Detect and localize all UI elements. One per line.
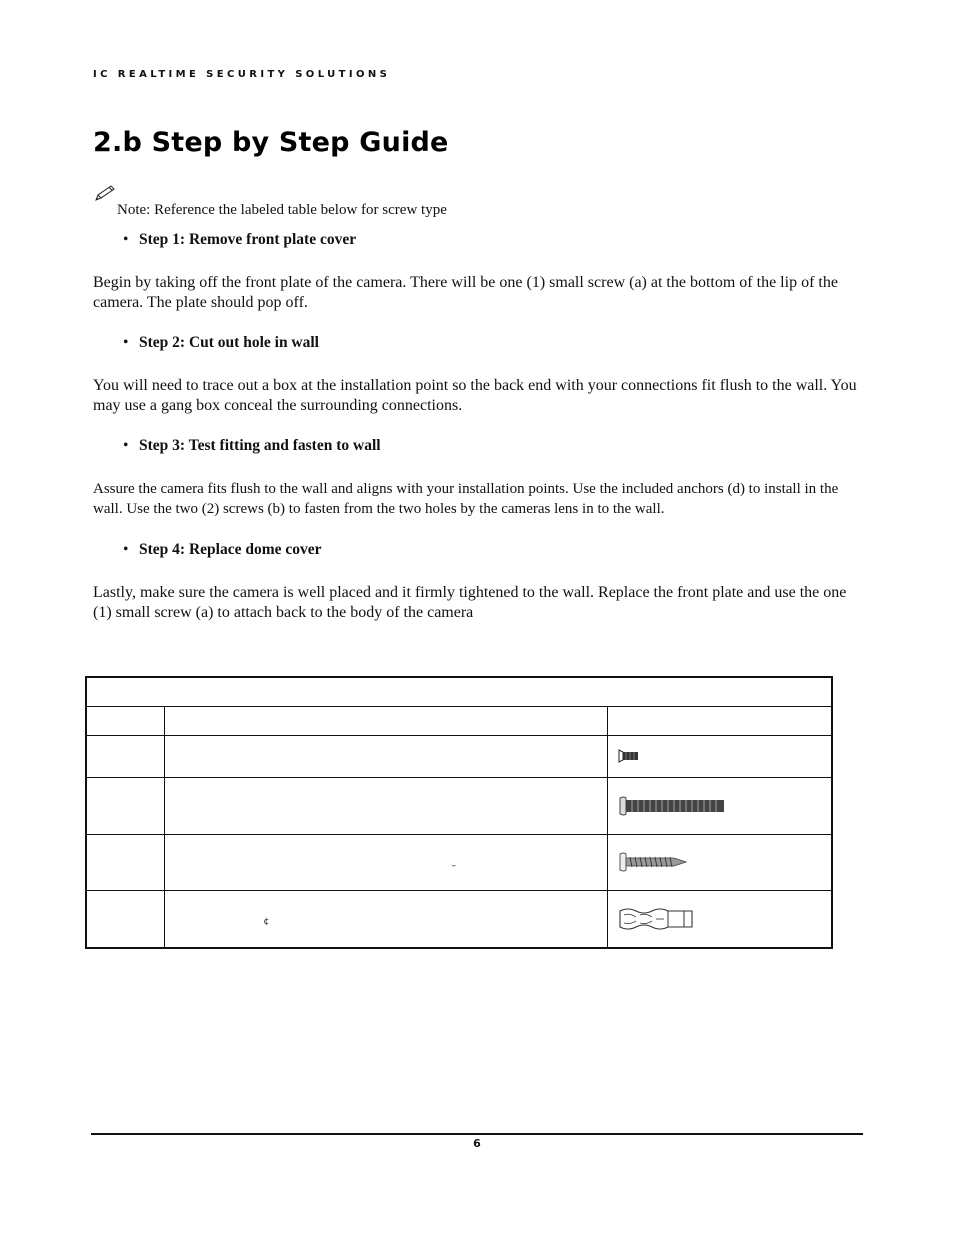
wall-anchor-icon [618, 905, 698, 933]
row-image-cell [607, 890, 832, 948]
table-row [86, 777, 832, 834]
step-3-heading [123, 437, 381, 455]
step-1-heading [123, 231, 356, 249]
step-4-body: Lastly, make sure the camera is well placed and it firmly tightened to the wall. Replace the front plate and use the one (1) small screw (a) to attach back to the body of the camera [93, 584, 847, 621]
row-mark: – [451, 860, 456, 871]
row-description-cell [164, 777, 607, 834]
row-image-cell [607, 834, 832, 890]
table-title-cell [86, 677, 832, 706]
step-1-heading-text: Step 1: Remove front plate cover [139, 231, 357, 248]
bullet-icon: • [123, 334, 129, 351]
table-row [86, 890, 832, 948]
header-cell-image [607, 706, 832, 735]
bullet-icon: • [123, 231, 129, 248]
table-row [86, 834, 832, 890]
self-tapping-screw-icon [618, 851, 693, 873]
long-screw-icon [618, 794, 728, 818]
step-4-heading [123, 541, 322, 559]
step-4-heading-text: Step 4: Replace dome cover [139, 541, 322, 558]
bullet-icon: • [123, 541, 129, 558]
footer-rule [91, 1133, 863, 1135]
row-mark: ¢ [263, 917, 270, 928]
row-image-cell [607, 735, 832, 777]
header-brand: IC REALTIME SECURITY SOLUTIONS [93, 69, 391, 80]
step-1-body: Begin by taking off the front plate of the camera. There will be one (1) small screw (a) at the bottom of the lip of the camera. The plate should pop off. [93, 274, 838, 311]
step-2-body: You will need to trace out a box at the installation point so the back end with your connections fit flush to the wall. You may use a gang box conceal the surrounding connections. [93, 377, 857, 414]
row-label-cell [86, 777, 164, 834]
small-screw-icon [618, 746, 648, 766]
step-2-heading-text: Step 2: Cut out hole in wall [139, 334, 319, 351]
table-title-row [86, 677, 832, 706]
table-header-row [86, 706, 832, 735]
header-cell-label [86, 706, 164, 735]
row-description-cell [164, 834, 607, 890]
step-2-heading [123, 334, 319, 352]
row-description-cell [164, 735, 607, 777]
row-image-cell [607, 777, 832, 834]
table-row [86, 735, 832, 777]
row-label-cell [86, 890, 164, 948]
page-title: 2.b Step by Step Guide [93, 127, 449, 158]
row-label-cell [86, 735, 164, 777]
row-label-cell [86, 834, 164, 890]
row-description-cell [164, 890, 607, 948]
screw-type-table [85, 676, 833, 949]
pencil-icon [94, 184, 118, 202]
step-3-heading-text: Step 3: Test fitting and fasten to wall [139, 437, 381, 454]
header-cell-description [164, 706, 607, 735]
bullet-icon: • [123, 437, 129, 454]
step-3-body: Assure the camera fits flush to the wall and aligns with your installation points. Use the included anchors (d) to install in the wall. Use the two (2) screws (b) to fasten from the two holes by the cameras lens in to the wall. [93, 481, 839, 517]
note-text: Note: Reference the labeled table below for screw type [117, 202, 447, 218]
page-number: 6 [473, 1137, 481, 1150]
